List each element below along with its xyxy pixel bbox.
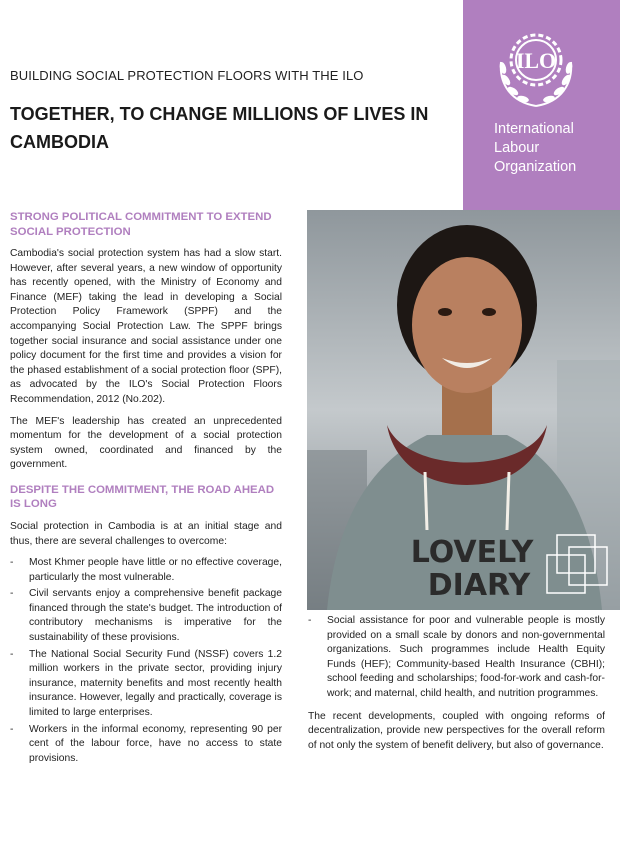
ilo-emblem-text: ILO xyxy=(515,48,557,73)
worker-photo-illustration xyxy=(307,210,620,610)
document-headline: TOGETHER, TO CHANGE MILLIONS OF LIVES IN CAMBODIA xyxy=(10,104,429,152)
ilo-logo-box xyxy=(463,0,620,210)
challenges-list xyxy=(10,556,282,766)
paragraph-mef-leadership: The MEF's leadership has created an unprecedented momentum for the development of a social protection system owned, coordinated and financed by the government. xyxy=(10,415,282,471)
list-item: - The National Social Security Fund (NSSF) covers 1.2 million workers in the private sector, providing injury insurance, maternity benefits and most recently health insurance. However, legally and practically, coverage is limited to large enterprises. xyxy=(10,648,282,721)
left-column xyxy=(10,210,282,768)
shirt-text-line2: DIARY xyxy=(427,568,531,603)
paragraph-sppf: Cambodia's social protection system has had a slow start. However, after several years, a new window of opportunity has recently opened, with the Ministry of Economy and Finance (MEF) taking the lead in developing a Social Protection Policy Framework (SPPF) and the accompanying Social Protection Law. The SPPF brings together social insurance and social assistance under one policy document for the first time and provides a vision for the phased establishment of a social protection floor (SPF), as advocated by the ILO's Social Protection Floors Recommendation, 2012 (No.202). xyxy=(10,248,282,405)
list-item: - Most Khmer people have little or no effective coverage, particularly the most vulnerable. xyxy=(10,556,282,585)
section-heading-road-ahead: DESPITE THE COMMITMENT, THE ROAD AHEAD IS LONG xyxy=(10,483,275,511)
section-heading-commitment: STRONG POLITICAL COMMITMENT TO EXTEND SOCIAL PROTECTION xyxy=(10,211,272,238)
organization-name: International Labour Organization xyxy=(494,121,577,175)
list-item: - Social assistance for poor and vulnerable people is mostly provided on a small scale by donors and non-governmental organizations. Such programmes include Health Equity Funds (HEF); Community-based Health Insurance (CBHI); school feeding and scholarships; food-for-work and cash-for-work; and maternal, child health, and nutrition programmes. xyxy=(308,614,605,702)
paragraph-challenges-intro: Social protection in Cambodia is at an initial stage and thus, there are several challenges to overcome: xyxy=(10,520,282,547)
worker-photo xyxy=(307,210,620,610)
list-item: - Civil servants enjoy a comprehensive benefit package financed through the state's budget. The introduction of contributory mechanisms is imperative for the sustainability of these provisions. xyxy=(10,587,282,645)
list-item: - Workers in the informal economy, representing 90 per cent of the labour force, have no access to state provisions. xyxy=(10,723,282,767)
right-column xyxy=(308,614,605,753)
document-subtitle: BUILDING SOCIAL PROTECTION FLOORS WITH THE ILO xyxy=(10,68,364,83)
challenges-list-continued xyxy=(308,614,605,702)
ilo-emblem-icon xyxy=(491,22,581,112)
shirt-text-line1: LOVELY xyxy=(410,535,534,570)
paragraph-closing: The recent developments, coupled with ongoing reforms of decentralization, provide new perspectives for the overall reform of not only the system of benefit delivery, but also of governance. xyxy=(308,710,605,751)
